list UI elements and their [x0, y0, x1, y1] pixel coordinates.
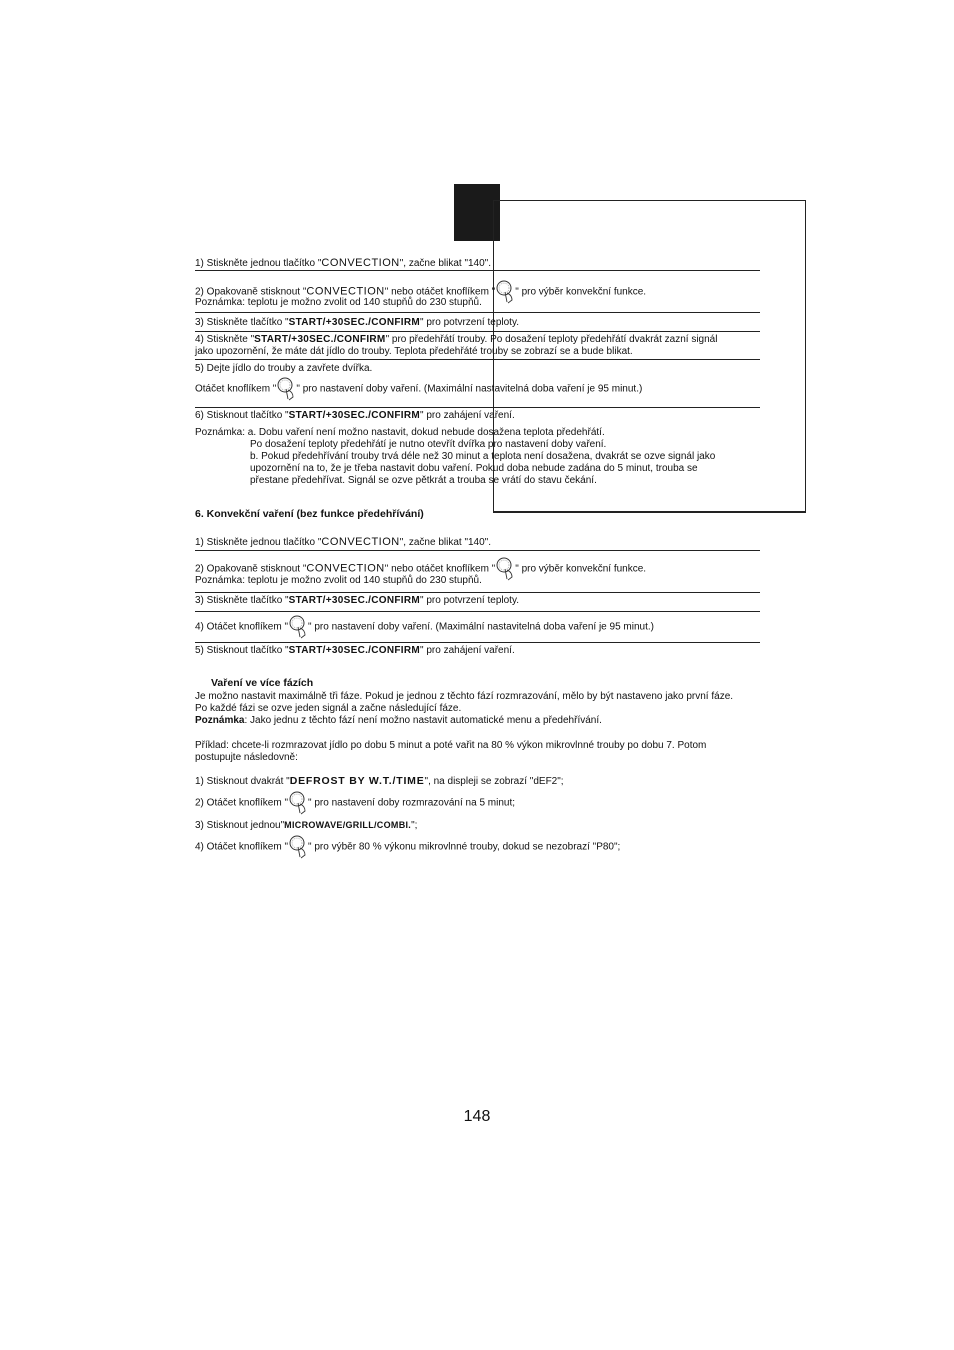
- start-confirm-button-label: START/+30SEC./CONFIRM: [288, 595, 421, 606]
- knob-icon: [288, 835, 308, 859]
- section-tab-marker: [454, 184, 500, 241]
- divider: [195, 611, 760, 612]
- divider: [195, 550, 760, 551]
- knob-icon: [288, 615, 308, 639]
- s1-step-2: 2) Opakovaně stisknout "CONVECTION" nebo otáčet knoflíkem " " pro výběr konvekční funkce.: [195, 280, 646, 304]
- s1-step-4: 4) Stiskněte "START/+30SEC./CONFIRM" pro předehřátí trouby. Po dosažení teploty předehřátí dvakrát zazní signál: [195, 334, 718, 345]
- convection-button-label: CONVECTION: [321, 536, 400, 548]
- knob-icon: [495, 557, 515, 581]
- s3-para-1: Je možno nastavit maximálně tři fáze. Pokud je jednou z těchto fází rozmrazování, mělo by být nastaveno jako první fáze.: [195, 691, 734, 702]
- s1-step-6: 6) Stisknout tlačítko "START/+30SEC./CONFIRM" pro zahájení vaření.: [195, 410, 515, 421]
- s1-note-a-cont: Po dosažení teploty předehřátí je nutno otevřít dvířka pro nastavení doby vaření.: [250, 439, 607, 450]
- knob-icon: [276, 377, 296, 401]
- s3-example: Příklad: chcete-li rozmrazovat jídlo po dobu 5 minut a poté vařit na 80 % výkon mikrovlnné trouby po dobu 7. Potom: [195, 740, 707, 751]
- s1-note-b-cont: upozornění na to, že je třeba nastavit dobu vaření. Pokud doba nebude zadána do 5 minut, trouba se: [250, 463, 698, 474]
- s1-step-2-note: Poznámka: teplotu je možno zvolit od 140 stupňů do 230 stupňů.: [195, 297, 482, 308]
- s1-note-a: Poznámka: a. Dobu vaření není možno nastavit, dokud nebude dosažena teplota předehřátí.: [195, 427, 605, 438]
- s3-title: Vaření ve více fázích: [211, 677, 314, 689]
- knob-icon: [495, 280, 515, 304]
- convection-button-label: CONVECTION: [321, 257, 400, 269]
- divider: [195, 270, 760, 271]
- s2-step-5: 5) Stisknout tlačítko "START/+30SEC./CONFIRM" pro zahájení vaření.: [195, 645, 515, 656]
- s2-step-2: 2) Opakovaně stisknout "CONVECTION" nebo otáčet knoflíkem " " pro výběr konvekční funkce.: [195, 557, 646, 581]
- s3-example-cont: postupujte následovně:: [195, 752, 298, 763]
- start-confirm-button-label: START/+30SEC./CONFIRM: [254, 334, 386, 345]
- s1-step-3: 3) Stiskněte tlačítko "START/+30SEC./CONFIRM" pro potvrzení teploty.: [195, 317, 519, 328]
- s2-title: 6. Konvekční vaření (bez funkce předehřívání): [195, 508, 424, 520]
- divider: [195, 359, 760, 360]
- start-confirm-button-label: START/+30SEC./CONFIRM: [288, 410, 421, 421]
- divider: [195, 407, 760, 408]
- s1-note-b-cont2: přestane předehřívat. Signál se ozve pětkrát a trouba se vrátí do stavu čekání.: [250, 475, 597, 486]
- s1-step-5-knob: Otáčet knoflíkem " " pro nastavení doby vaření. (Maximální nastavitelná doba vaření je 95 minut.): [195, 377, 642, 401]
- s2-step-2-note: Poznámka: teplotu je možno zvolit od 140 stupňů do 230 stupňů.: [195, 575, 482, 586]
- divider: [195, 331, 760, 332]
- s3-step-1: 1) Stisknout dvakrát "DEFROST BY W.T./TIME", na displeji se zobrazí "dEF2";: [195, 775, 564, 787]
- s3-note: Poznámka: Jako jednu z těchto fází není možno nastavit automatické menu a předehřívání.: [195, 715, 602, 726]
- s1-note-b: b. Pokud předehřívání trouby trvá déle než 30 minut a teplota není dosažena, dvakrát se ozve signál jako: [250, 451, 716, 462]
- s3-step-4: 4) Otáčet knoflíkem " " pro výběr 80 % výkonu mikrovlnné trouby, dokud se nezobrazí "P80";: [195, 835, 620, 859]
- convection-button-label: CONVECTION: [306, 562, 385, 575]
- start-confirm-button-label: START/+30SEC./CONFIRM: [288, 317, 421, 328]
- s2-step-4: 4) Otáčet knoflíkem " " pro nastavení doby vaření. (Maximální nastavitelná doba vaření je 95 minut.): [195, 615, 654, 639]
- s2-step-3: 3) Stiskněte tlačítko "START/+30SEC./CONFIRM" pro potvrzení teploty.: [195, 595, 519, 606]
- s1-step-4-cont: jako upozornění, že máte dát jídlo do trouby. Teplota předehřáté trouby se zobrazí se a bude blikat.: [195, 346, 633, 357]
- s1-step-5: 5) Dejte jídlo do trouby a zavřete dvířka.: [195, 363, 373, 374]
- s2-step-1: 1) Stiskněte jednou tlačítko "CONVECTION", začne blikat "140".: [195, 536, 492, 548]
- s3-step-3: 3) Stisknout jednou"MICROWAVE/GRILL/COMBI.";: [195, 820, 418, 831]
- divider: [195, 642, 760, 643]
- defrost-button-label: DEFROST BY W.T./TIME: [289, 775, 425, 787]
- s1-step-1: 1) Stiskněte jednou tlačítko "CONVECTION", začne blikat "140".: [195, 257, 492, 269]
- s3-para-2: Po každé fázi se ozve jeden signál a začne následující fáze.: [195, 703, 462, 714]
- s3-step-2: 2) Otáčet knoflíkem " " pro nastavení doby rozmrazování na 5 minut;: [195, 791, 515, 815]
- page-number: 148: [463, 1108, 491, 1125]
- convection-button-label: CONVECTION: [306, 285, 385, 298]
- knob-icon: [288, 791, 308, 815]
- divider: [195, 312, 760, 313]
- start-confirm-button-label: START/+30SEC./CONFIRM: [288, 645, 421, 656]
- microwave-grill-combi-button-label: MICROWAVE/GRILL/COMBI.: [284, 820, 412, 830]
- divider: [195, 592, 760, 593]
